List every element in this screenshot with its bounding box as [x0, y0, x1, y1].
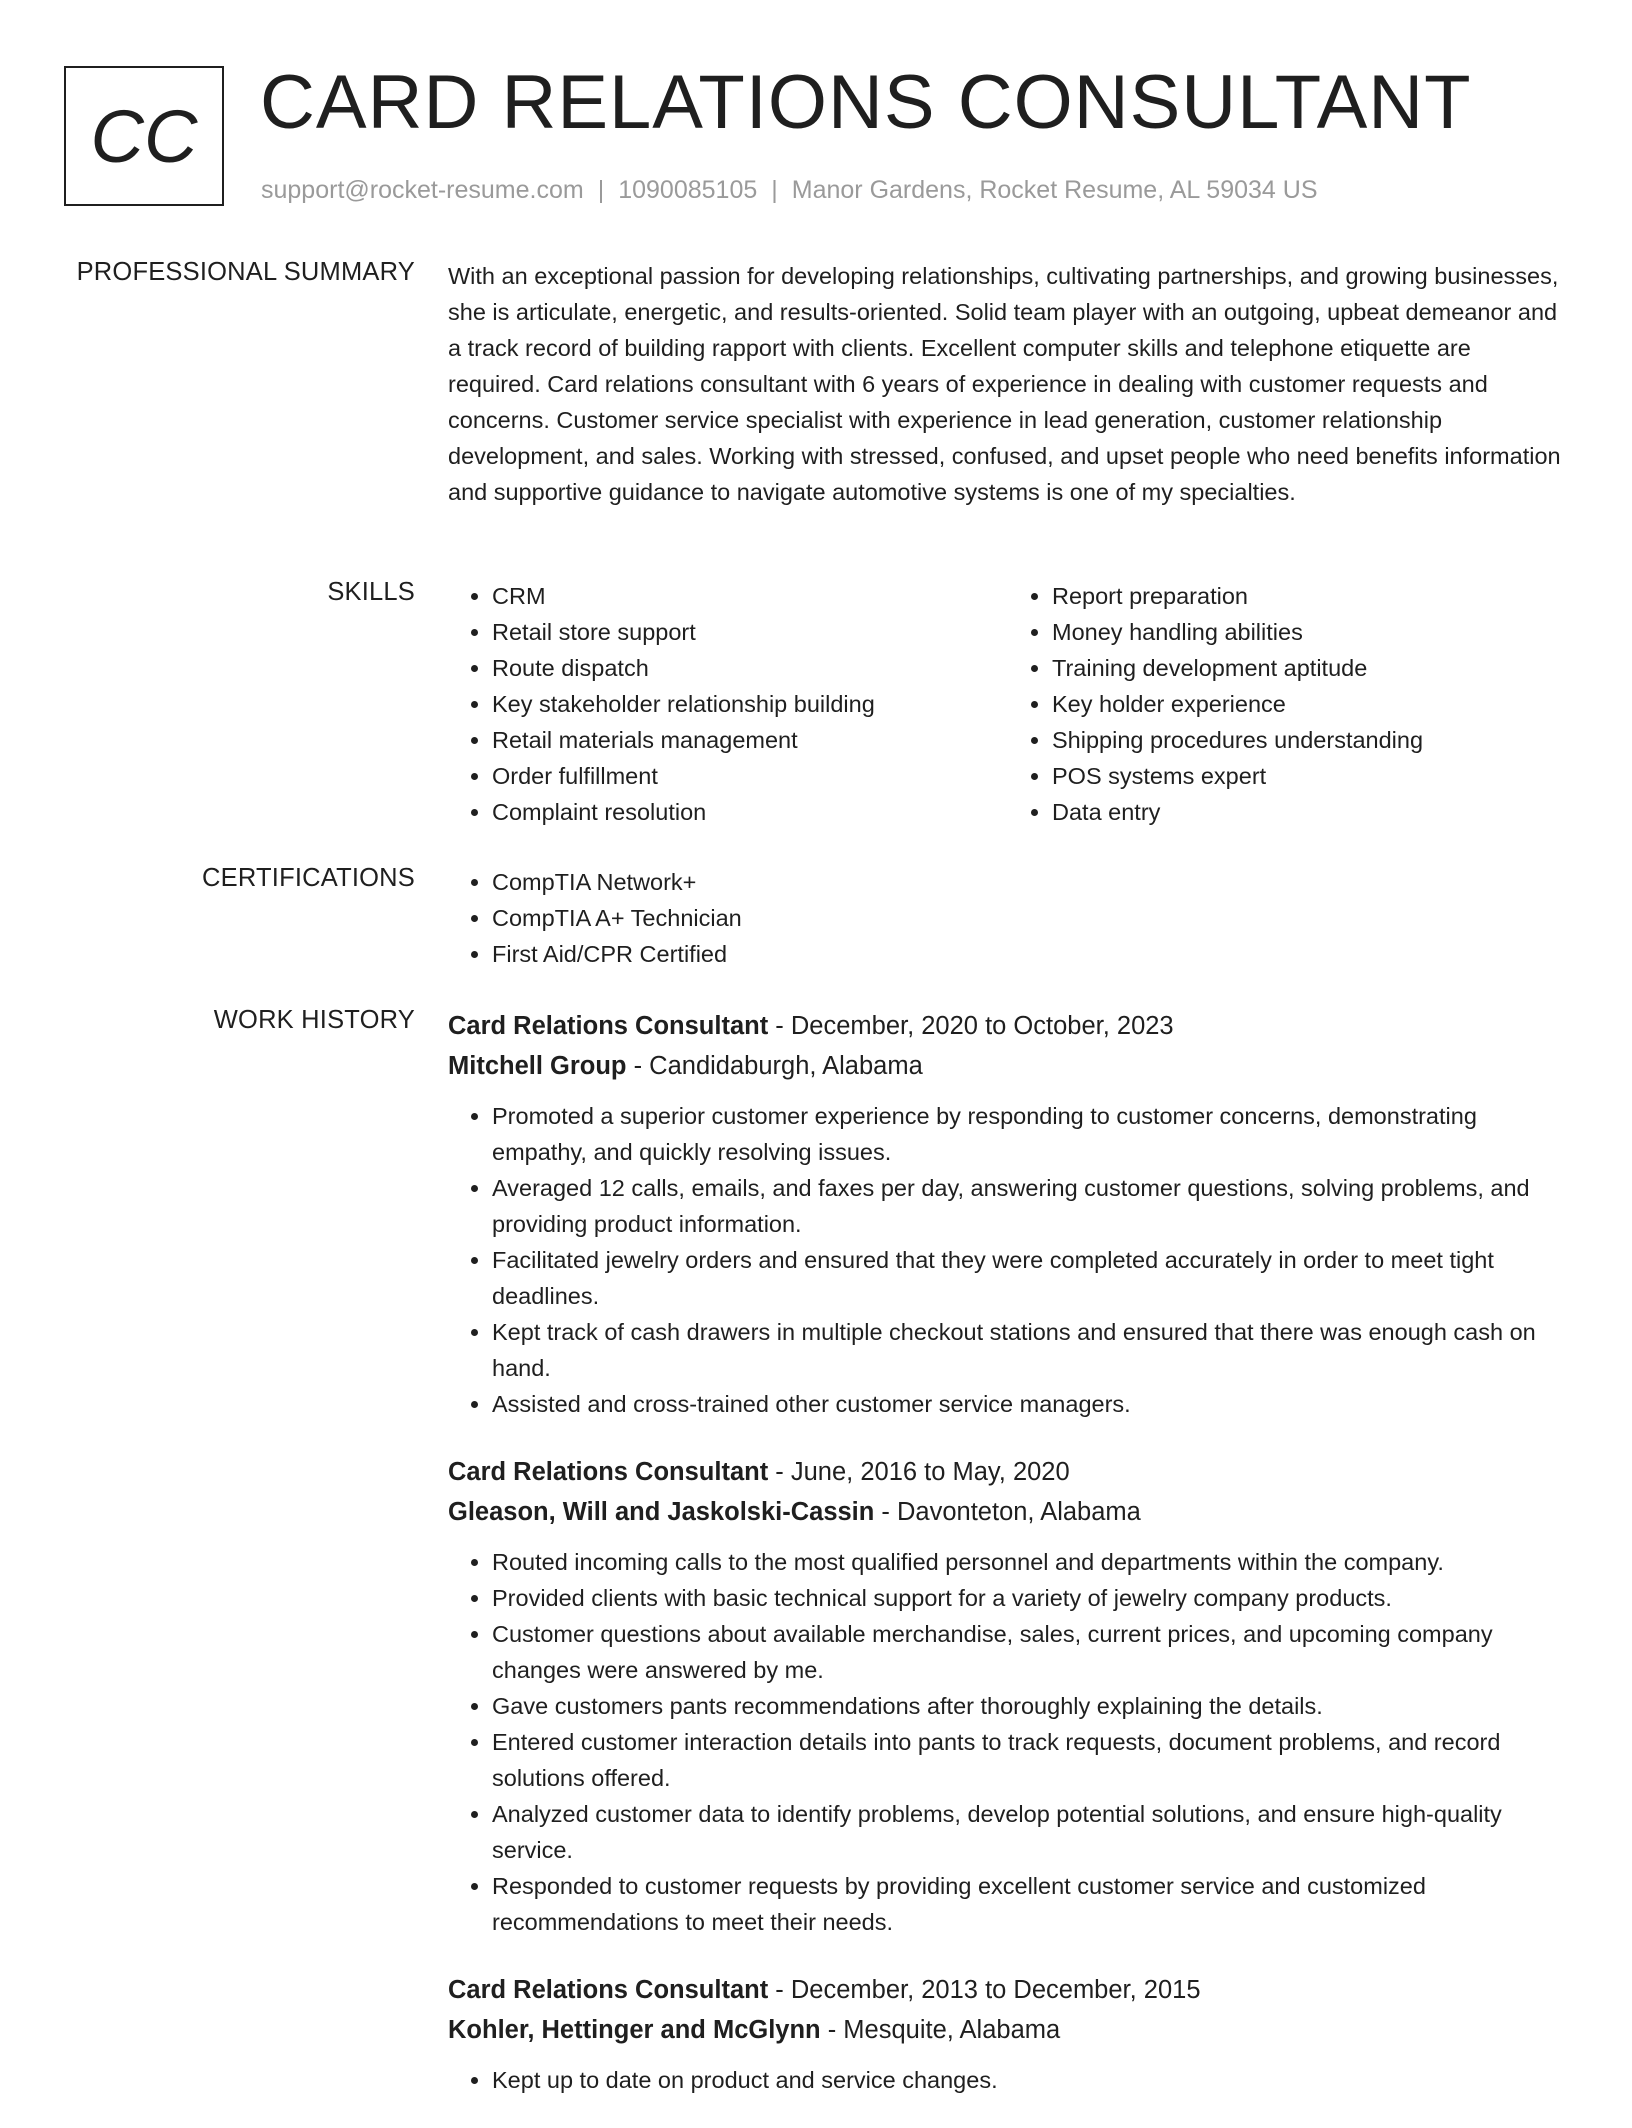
monogram: CC — [64, 66, 224, 206]
list-item: • Kept up to date on product and service changes. — [492, 2062, 1568, 2098]
list-item: • First Aid/CPR Certified — [492, 936, 1568, 972]
job-bullets — [448, 2062, 1568, 2098]
contact-separator: | — [771, 176, 778, 204]
list-item: • Facilitated jewelry orders and ensured that they were completed accurately in order to meet tight deadlines. — [492, 1242, 1568, 1314]
job-entry — [448, 1452, 1568, 1940]
list-item: • Gave customers pants recommendations after thoroughly explaining the details. — [492, 1688, 1568, 1724]
job-entry — [448, 1970, 1568, 2098]
section-content — [448, 864, 1568, 972]
contact-email[interactable]: support@rocket-resume.com — [261, 176, 584, 204]
list-item: • Provided clients with basic technical support for a variety of jewelry company products. — [492, 1580, 1568, 1616]
job-bullets — [448, 1544, 1568, 1940]
list-item: • Report preparation — [1052, 578, 1568, 614]
job-dates: - June, 2016 to May, 2020 — [768, 1458, 1070, 1486]
summary-text: With an exceptional passion for developing relationships, cultivating partnerships, and growing businesses, she is articulate, energetic, and results-oriented. Solid team player with an outgoing, upbeat demeanor and a track record of building rapport with clients. Excellent computer skills and telephone etiquette are required. Card relations consultant with 6 years of experience in dealing with customer requests and concerns. Customer service specialist with experience in lead generation, customer relationship development, and sales. Working with stressed, confused, and upset people who need benefits information and supportive guidance to navigate automotive systems is one of my specialties. — [448, 263, 1561, 505]
job-bullets — [448, 1098, 1568, 1422]
list-item: • Training development aptitude — [1052, 650, 1568, 686]
certifications-list — [448, 864, 1568, 972]
list-item: • Analyzed customer data to identify problems, develop potential solutions, and ensure high-quality service. — [492, 1796, 1568, 1868]
job-location: - Candidaburgh, Alabama — [626, 1052, 923, 1080]
job-title: Card Relations Consultant — [448, 1458, 769, 1486]
job-location: - Davonteton, Alabama — [874, 1498, 1141, 1526]
list-item: • Shipping procedures understanding — [1052, 722, 1568, 758]
list-item: • Data entry — [1052, 794, 1568, 830]
job-title-line — [448, 1006, 1568, 1046]
contact-address: Manor Gardens, Rocket Resume, AL 59034 US — [791, 176, 1318, 204]
job-title: Card Relations Consultant — [448, 1012, 769, 1040]
skills-grid — [448, 578, 1568, 830]
job-location: - Mesquite, Alabama — [820, 2016, 1061, 2044]
list-item: • Routed incoming calls to the most qualified personnel and departments within the company. — [492, 1544, 1568, 1580]
section-label: WORK HISTORY — [213, 1006, 415, 1034]
list-item: • Key holder experience — [1052, 686, 1568, 722]
list-item: • Averaged 12 calls, emails, and faxes per day, answering customer questions, solving problems, and providing product information. — [492, 1170, 1568, 1242]
job-title-line — [448, 1970, 1568, 2010]
list-item: • POS systems expert — [1052, 758, 1568, 794]
list-item: • Retail store support — [492, 614, 1008, 650]
section-content — [448, 578, 1568, 830]
list-item: • Order fulfillment — [492, 758, 1008, 794]
contact-phone[interactable]: 1090085105 — [618, 176, 758, 204]
list-item: • Kept track of cash drawers in multiple checkout stations and ensured that there was enough cash on hand. — [492, 1314, 1568, 1386]
contact-line — [261, 176, 1318, 205]
job-company: Mitchell Group — [448, 1052, 627, 1080]
list-item: • CompTIA Network+ — [492, 864, 1568, 900]
list-item: • Retail materials management — [492, 722, 1008, 758]
job-entry — [448, 1006, 1568, 1422]
contact-separator: | — [597, 176, 605, 204]
page-title: CARD RELATIONS CONSULTANT — [260, 60, 1472, 145]
job-title: Card Relations Consultant — [448, 1976, 769, 2004]
list-item: • Route dispatch — [492, 650, 1008, 686]
job-dates: - December, 2013 to December, 2015 — [768, 1976, 1201, 2004]
list-item: • Assisted and cross-trained other customer service managers. — [492, 1386, 1568, 1422]
section-label: PROFESSIONAL SUMMARY — [76, 258, 415, 286]
skills-list-left — [448, 578, 1008, 830]
job-company: Gleason, Will and Jaskolski-Cassin — [448, 1498, 875, 1526]
list-item: • Key stakeholder relationship building — [492, 686, 1008, 722]
list-item: • CompTIA A+ Technician — [492, 900, 1568, 936]
skills-list-right — [1008, 578, 1568, 830]
section-content — [448, 1006, 1568, 2128]
section-content — [448, 258, 1568, 510]
job-company: Kohler, Hettinger and McGlynn — [448, 2016, 821, 2044]
job-company-line — [448, 2010, 1568, 2050]
list-item: • Complaint resolution — [492, 794, 1008, 830]
job-title-line — [448, 1452, 1568, 1492]
list-item: • Responded to customer requests by providing excellent customer service and customized recommendations to meet their needs. — [492, 1868, 1568, 1940]
list-item: • Promoted a superior customer experience by responding to customer concerns, demonstrating empathy, and quickly resolving issues. — [492, 1098, 1568, 1170]
job-company-line — [448, 1046, 1568, 1086]
job-company-line — [448, 1492, 1568, 1532]
list-item: • Entered customer interaction details into pants to track requests, document problems, and record solutions offered. — [492, 1724, 1568, 1796]
section-label: CERTIFICATIONS — [202, 864, 415, 892]
job-dates: - December, 2020 to October, 2023 — [768, 1012, 1174, 1040]
list-item: • Customer questions about available merchandise, sales, current prices, and upcoming company changes were answered by me. — [492, 1616, 1568, 1688]
section-label: SKILLS — [327, 578, 415, 606]
list-item: • Money handling abilities — [1052, 614, 1568, 650]
list-item: • CRM — [492, 578, 1008, 614]
